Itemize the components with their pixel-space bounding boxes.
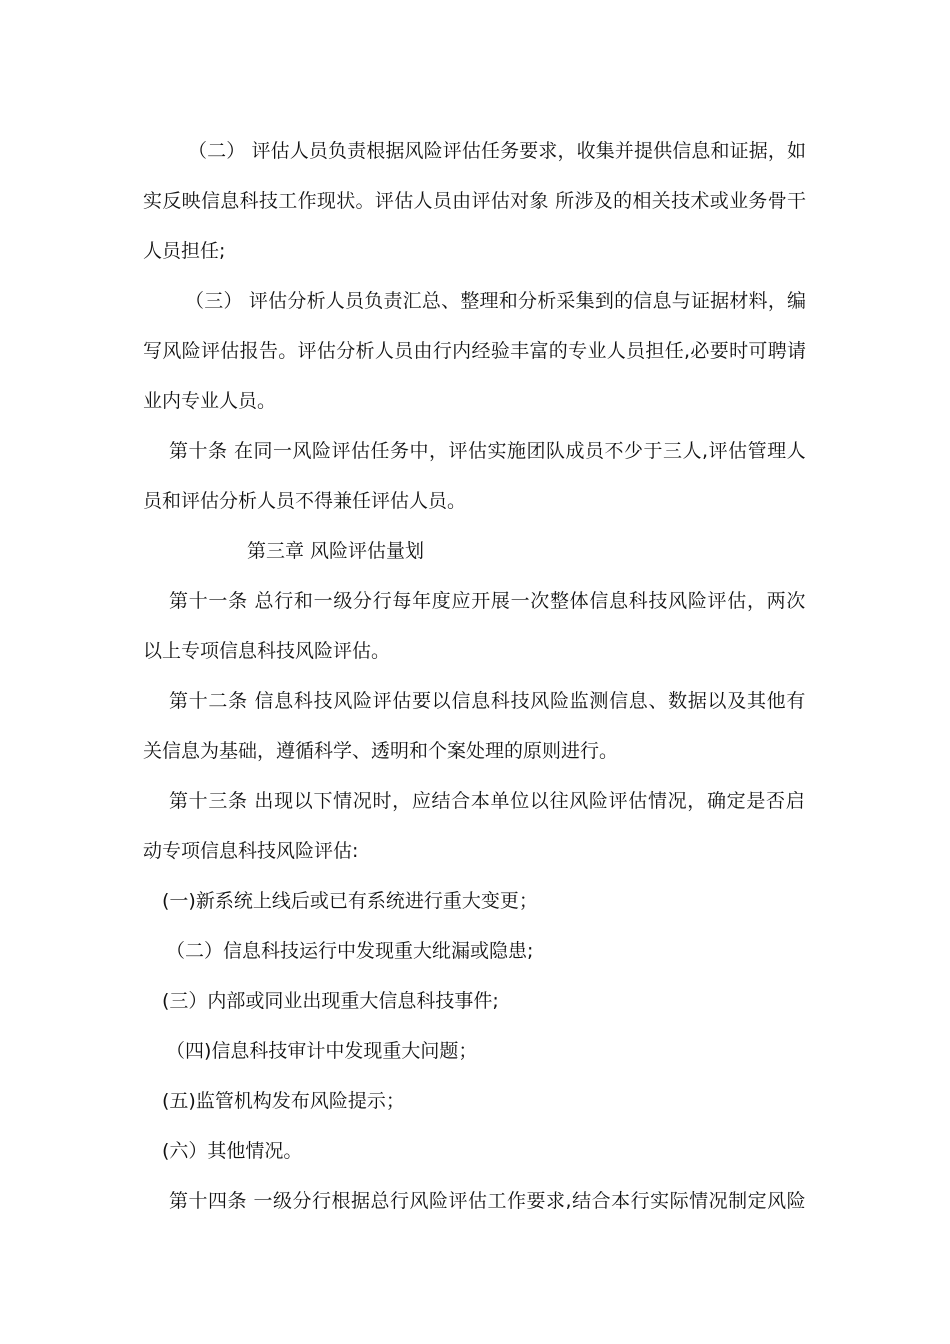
article-line: 第十三条 出现以下情况时，应结合本单位以往风险评估情况，确定是否启 xyxy=(169,790,806,812)
paragraph-line: 动专项信息科技风险评估: xyxy=(143,840,359,862)
list-item: （二）信息科技运行中发现重大纰漏或隐患; xyxy=(166,940,534,962)
paragraph-line: 写风险评估报告。评估分析人员由行内经验丰富的专业人员担任,必要时可聘请 xyxy=(143,340,807,362)
article-line: 第十二条 信息科技风险评估要以信息科技风险监测信息、数据以及其他有 xyxy=(169,690,807,712)
list-item: (六）其他情况。 xyxy=(162,1140,303,1162)
article-line: 第十条 在同一风险评估任务中，评估实施团队成员不少于三人,评估管理人 xyxy=(169,440,807,462)
paragraph-line: 实反映信息科技工作现状。评估人员由评估对象 所涉及的相关技术或业务骨干 xyxy=(143,190,807,212)
list-item: (五)监管机构发布风险提示； xyxy=(162,1090,405,1112)
paragraph-line: （三） 评估分析人员负责汇总、整理和分析采集到的信息与证据材料，编 xyxy=(185,290,807,312)
paragraph-line: 人员担任; xyxy=(143,240,226,262)
chapter-heading: 第三章 风险评估量划 xyxy=(247,540,425,562)
article-line: 第十一条 总行和一级分行每年度应开展一次整体信息科技风险评估，两次 xyxy=(169,590,807,612)
list-item: （四)信息科技审计中发现重大问题； xyxy=(166,1040,478,1062)
paragraph-line: 关信息为基础，遵循科学、透明和个案处理的原则进行。 xyxy=(143,740,619,762)
list-item: (一)新系统上线后或已有系统进行重大变更； xyxy=(162,890,538,912)
paragraph-line: （二） 评估人员负责根据风险评估任务要求，收集并提供信息和证据，如 xyxy=(188,140,807,162)
list-item: (三）内部或同业出现重大信息科技事件; xyxy=(162,990,499,1012)
paragraph-line: 员和评估分析人员不得兼任评估人员。 xyxy=(143,490,467,512)
paragraph-line: 以上专项信息科技风险评估。 xyxy=(143,640,391,662)
paragraph-line: 业内专业人员。 xyxy=(143,390,277,412)
article-line: 第十四条 一级分行根据总行风险评估工作要求,结合本行实际情况制定风险 xyxy=(169,1190,807,1212)
